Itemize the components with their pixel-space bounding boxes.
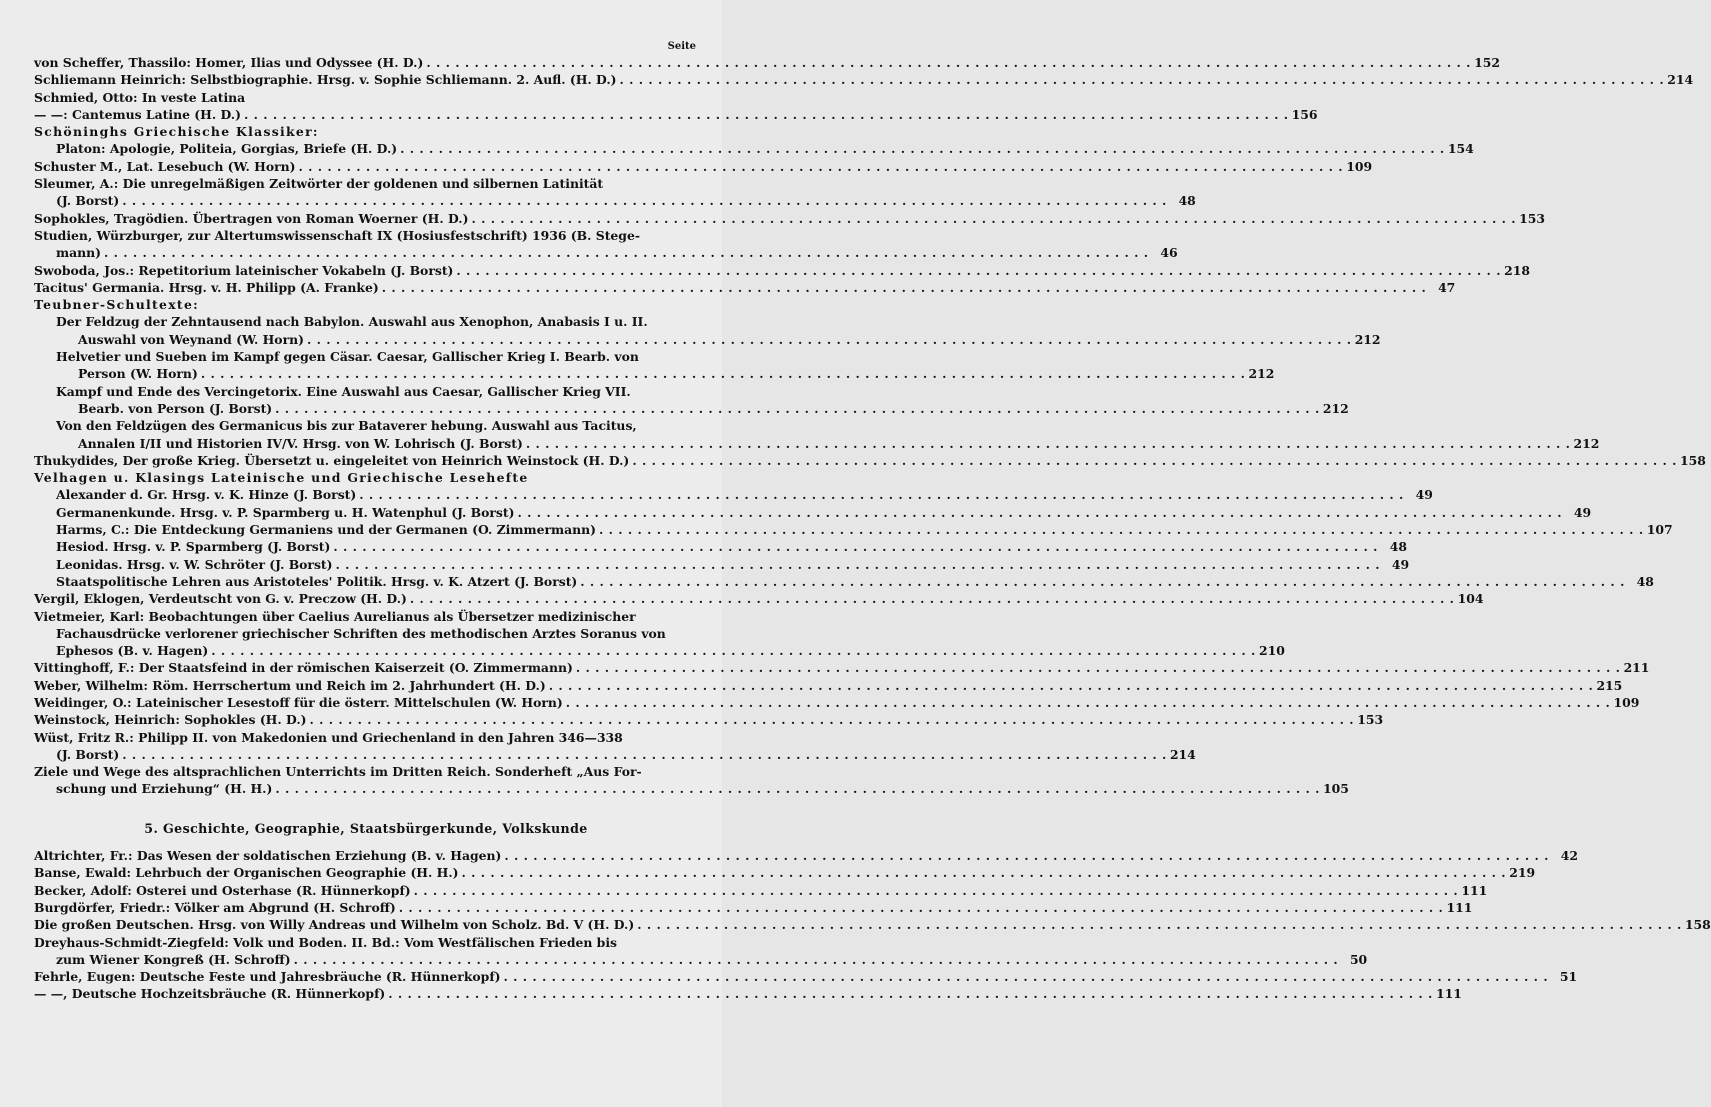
entry-text: (J. Borst) [56,193,120,209]
entry-line [34,192,1196,209]
entry-line [34,227,698,244]
index-entry [34,608,1285,660]
entry-text: Vietmeier, Karl: Beobachtungen über Caelius Aurelianus als Übersetzer medizinischer [34,608,636,624]
entry-line [34,365,1275,382]
index-entry [34,279,1456,296]
leader-dots [310,711,1355,728]
leader-dots [566,694,1611,711]
page-column-label: Seite [667,41,696,52]
index-entry [34,573,1654,590]
index-entry [34,89,698,106]
entry-line [34,934,698,951]
entry-text: Vittinghoff, F.: Der Staatsfeind in der römischen Kaiserzeit (O. Zimmermann) [34,660,573,676]
index-entry [34,934,1368,969]
leader-dots [462,864,1507,881]
leader-dots [201,365,1246,382]
index-entry [34,469,698,486]
entry-text: Fehrle, Eugen: Deutsche Feste und Jahresbräuche (R. Hünnerkopf) [34,969,501,985]
entry-text: Platon: Apologie, Politeia, Gorgias, Briefe (H. D.) [56,141,398,157]
index-list [34,54,1706,798]
entry-line [34,608,698,625]
leader-dots [104,244,1149,261]
entry-text: Bearb. von Person (J. Borst) [78,400,273,416]
entry-line [34,847,1578,864]
entry-text: Weber, Wilhelm: Röm. Herrschertum und Reich im 2. Jahrhundert (H. D.) [34,677,546,693]
entry-line [34,677,1623,694]
entry-text: Germanenkunde. Hrsg. v. P. Sparmberg u. H. Watenphul (J. Borst) [56,504,515,520]
entry-text: (J. Borst) [56,746,120,762]
index-entry [34,175,1196,210]
entry-line [34,538,1407,555]
entry-line [34,417,698,434]
page-number: 219 [1509,865,1536,881]
leader-dots [456,262,1501,279]
entry-line [34,951,1368,968]
entry-text: Vergil, Eklogen, Verdeutscht von G. v. Preczow (H. D.) [34,591,407,607]
index-entry [34,985,1462,1002]
entry-text: Schliemann Heinrich: Selbstbiographie. Hrsg. v. Sophie Schliemann. 2. Aufl. (H. D.) [34,72,617,88]
entry-line [34,864,1536,881]
leader-dots [599,521,1644,538]
leader-dots [359,486,1404,503]
page-number: 48 [1178,193,1196,209]
entry-text: Ziele und Wege des altsprachlichen Unterrichts im Dritten Reich. Sonderheft „Aus For- [34,764,642,780]
page-number: 210 [1258,643,1285,659]
entry-text: Schuster M., Lat. Lesebuch (W. Horn) [34,158,296,174]
index-entry [34,729,1196,764]
page-number: 48 [1636,573,1654,589]
page-number: 153 [1357,712,1384,728]
index-entry [34,916,1711,933]
page-number: 109 [1346,158,1373,174]
entry-text: Velhagen u. Klasings Lateinische und Griechische Lesehefte [34,470,529,486]
page-number: 49 [1391,556,1410,572]
page-number: 156 [1291,106,1318,122]
index-entry [34,847,1578,864]
entry-text: schung und Erziehung“ (H. H.) [56,781,273,797]
leader-dots [244,106,1289,123]
entry-text: Fachausdrücke verlorener griechischer Schriften des methodischen Arztes Soranus von [56,625,666,641]
entry-line [34,210,1546,227]
leader-dots [294,951,1339,968]
leader-dots [122,192,1167,209]
leader-dots [410,590,1455,607]
entry-text: Helvetier und Sueben im Kampf gegen Cäsar. Caesar, Gallischer Krieg I. Bearb. von [56,349,639,365]
leader-dots [637,916,1682,933]
leader-dots [620,71,1665,88]
entry-text: Die großen Deutschen. Hrsg. von Willy Andreas und Wilhelm von Scholz. Bd. V (H. D.) [34,917,635,933]
index-entry [34,711,1384,728]
leader-dots [333,538,1378,555]
index-entry [34,521,1673,538]
entry-text: Leonidas. Hrsg. v. W. Schröter (J. Borst) [56,556,333,572]
entry-text: Von den Feldzügen des Germanicus bis zur Bataverer hebung. Auswahl aus Tacitus, [56,418,637,434]
page-number: 42 [1560,848,1578,864]
index-entry [34,383,1349,418]
entry-text: zum Wiener Kongreß (H. Schroff) [56,951,291,967]
page-number: 104 [1457,591,1484,607]
entry-text: Hesiod. Hrsg. v. P. Sparmberg (J. Borst) [56,539,331,555]
page-number: 50 [1349,951,1368,967]
leader-dots [549,677,1594,694]
entry-text: Annalen I/II und Historien IV/V. Hrsg. von W. Lohrisch (J. Borst) [78,435,523,451]
entry-line [34,521,1673,538]
leader-dots [426,54,1471,71]
entry-line [34,573,1654,590]
entry-line [34,158,1373,175]
entry-text: Becker, Adolf: Osterei und Osterhase (R. Hünnerkopf) [34,882,411,898]
entry-text: Weidinger, O.: Lateinischer Lesestoff für die österr. Mittelschulen (W. Horn) [34,694,563,710]
entry-line [34,383,698,400]
entry-line [34,400,1349,417]
leader-dots [518,504,1563,521]
page-number: 109 [1613,694,1640,710]
entry-line [34,694,1640,711]
entry-text: — —: Cantemus Latine (H. D.) [34,106,241,122]
index-entry [34,262,1531,279]
entry-text: Ephesos (B. v. Hagen) [56,643,209,659]
leader-dots [275,400,1320,417]
page-number: 107 [1646,522,1673,538]
page-number: 158 [1684,917,1711,933]
index-entry [34,677,1623,694]
entry-line [34,590,1484,607]
leader-dots [388,985,1433,1002]
page-number: 212 [1322,400,1349,416]
entry-line [34,54,1500,71]
leader-dots [632,452,1677,469]
entry-text: Schmied, Otto: In veste Latina [34,89,246,105]
leader-dots [336,556,1381,573]
index-entry [34,348,1275,383]
index-entry [34,71,1694,88]
page-number: 218 [1504,262,1531,278]
entry-line [34,175,698,192]
page-number: 49 [1415,487,1433,503]
entry-text: Staatspolitische Lehren aus Aristoteles' Politik. Hrsg. v. K. Atzert (J. Borst) [56,573,578,589]
entry-text: Tacitus' Germania. Hrsg. v. H. Philipp (A. Franke) [34,279,379,295]
entry-line [34,763,698,780]
entry-line [34,882,1488,899]
page-number: 214 [1667,72,1694,88]
entry-text: — —, Deutsche Hochzeitsbräuche (R. Hünnerkopf) [34,986,386,1002]
entry-text: Studien, Würzburger, zur Altertumswissenschaft IX (Hosiusfestschrift) 1936 (B. Stege- [34,227,640,243]
page-number: 49 [1573,504,1592,520]
entry-line [34,123,698,140]
entry-line [34,985,1462,1002]
page-number: 48 [1389,539,1407,555]
index-entry [34,899,1473,916]
page-number: 154 [1447,141,1474,157]
page-number: 215 [1596,677,1623,693]
entry-line [34,504,1592,521]
entry-line [34,331,1381,348]
index-entry [34,54,1500,71]
entry-line [34,89,698,106]
page-number: 105 [1323,781,1349,797]
page-number: 158 [1680,452,1706,468]
entry-line [34,469,698,486]
entry-line [34,780,1349,797]
index-entry [34,210,1546,227]
index-entry [34,694,1640,711]
index-entry [34,227,1178,262]
entry-text: Dreyhaus-Schmidt-Ziegfeld: Volk und Boden. II. Bd.: Vom Westfälischen Frieden bis [34,934,618,950]
section-heading: 5. Geschichte, Geographie, Staatsbürgerkunde, Volkskunde [144,820,588,836]
index-entry [34,123,698,140]
entry-line [34,642,1285,659]
entry-line [34,262,1531,279]
entry-line [34,729,698,746]
entry-line [34,313,698,330]
index-entry [34,452,1706,469]
section-index-list [34,847,1711,1003]
entry-line [34,140,1474,157]
leader-dots [299,158,1344,175]
index-entry [34,538,1407,555]
index-entry [34,659,1650,676]
entry-text: Harms, C.: Die Entdeckung Germaniens und der Germanen (O. Zimmermann) [56,522,597,538]
entry-line [34,746,1196,763]
entry-line [34,968,1578,985]
page-number: 212 [1573,435,1600,451]
entry-text: Weinstock, Heinrich: Sophokles (H. D.) [34,712,307,728]
entry-text: von Scheffer, Thassilo: Homer, Ilias und Odyssee (H. D.) [34,55,424,70]
page-number: 212 [1354,331,1381,347]
entry-text: Der Feldzug der Zehntausend nach Babylon. Auswahl aus Xenophon, Anabasis I u. II. [56,314,648,330]
entry-text: Banse, Ewald: Lehrbuch der Organischen Geographie (H. H.) [34,865,459,881]
entry-line [34,625,698,642]
entry-line [34,296,698,313]
page-number: 46 [1160,245,1178,261]
index-entry [34,106,1318,123]
index-entry [34,140,1474,157]
index-entry [34,504,1592,521]
leader-dots [307,331,1352,348]
index-entry [34,968,1578,985]
leader-dots [382,279,1427,296]
entry-text: Teubner-Schultexte: [34,297,200,313]
entry-text: Sophokles, Tragödien. Übertragen von Roman Woerner (H. D.) [34,210,469,226]
entry-line [34,486,1433,503]
page-number: 51 [1559,969,1578,985]
entry-text: Person (W. Horn) [78,366,198,382]
entry-line [34,106,1318,123]
page-number: 214 [1169,746,1196,762]
leader-dots [504,968,1549,985]
entry-line [34,899,1473,916]
leader-dots [414,882,1459,899]
entry-text: Burgdörfer, Friedr.: Völker am Abgrund (H. Schroff) [34,899,396,915]
entry-text: Sleumer, A.: Die unregelmäßigen Zeitwörter der goldenen und silbernen Latinität [34,176,604,192]
leader-dots [576,659,1621,676]
entry-text: Alexander d. Gr. Hrsg. v. K. Hinze (J. Borst) [56,487,357,503]
index-entry [34,313,1381,348]
entry-line [34,711,1384,728]
index-entry [34,556,1410,573]
leader-dots [471,210,1516,227]
page-number: 153 [1519,210,1546,226]
entry-line [34,556,1410,573]
leader-dots [504,847,1549,864]
entry-line [34,659,1650,676]
entry-text: Wüst, Fritz R.: Philipp II. von Makedonien und Griechenland in den Jahren 346—338 [34,729,623,745]
entry-line [34,244,1178,261]
index-entry [34,882,1488,899]
leader-dots [122,746,1167,763]
leader-dots [400,140,1445,157]
entry-text: Schöninghs Griechische Klassiker: [34,124,319,140]
entry-text: Kampf und Ende des Vercingetorix. Eine Auswahl aus Caesar, Gallischer Krieg VII. [56,383,631,399]
index-entry [34,864,1536,881]
leader-dots [275,780,1320,797]
index-entry [34,158,1373,175]
page-number: 111 [1461,882,1488,898]
entry-text: Swoboda, Jos.: Repetitorium lateinischer Vokabeln (J. Borst) [34,262,454,278]
leader-dots [526,435,1571,452]
entry-line [34,452,1706,469]
index-entry [34,417,1600,452]
entry-text: Auswahl von Weynand (W. Horn) [78,331,304,347]
page-number: 111 [1446,899,1473,915]
entry-line [34,71,1694,88]
entry-text: Altrichter, Fr.: Das Wesen der soldatischen Erziehung (B. v. Hagen) [34,848,502,864]
entry-line [34,916,1711,933]
page-number: 212 [1248,366,1275,382]
leader-dots [580,573,1625,590]
entry-line [34,348,698,365]
page-number: 47 [1438,279,1456,295]
leader-dots [211,642,1256,659]
index-entry [34,590,1484,607]
page-number: 111 [1436,986,1462,1002]
page-number: 152 [1474,55,1500,70]
index-entry [34,763,1349,798]
entry-line [34,279,1456,296]
index-entry [34,486,1433,503]
entry-text: Thukydides, Der große Krieg. Übersetzt u. eingeleitet von Heinrich Weinstock (H. D.) [34,452,630,468]
entry-text: mann) [56,245,102,261]
index-entry [34,296,698,313]
page-number: 211 [1623,660,1650,676]
entry-line [34,435,1600,452]
leader-dots [399,899,1444,916]
